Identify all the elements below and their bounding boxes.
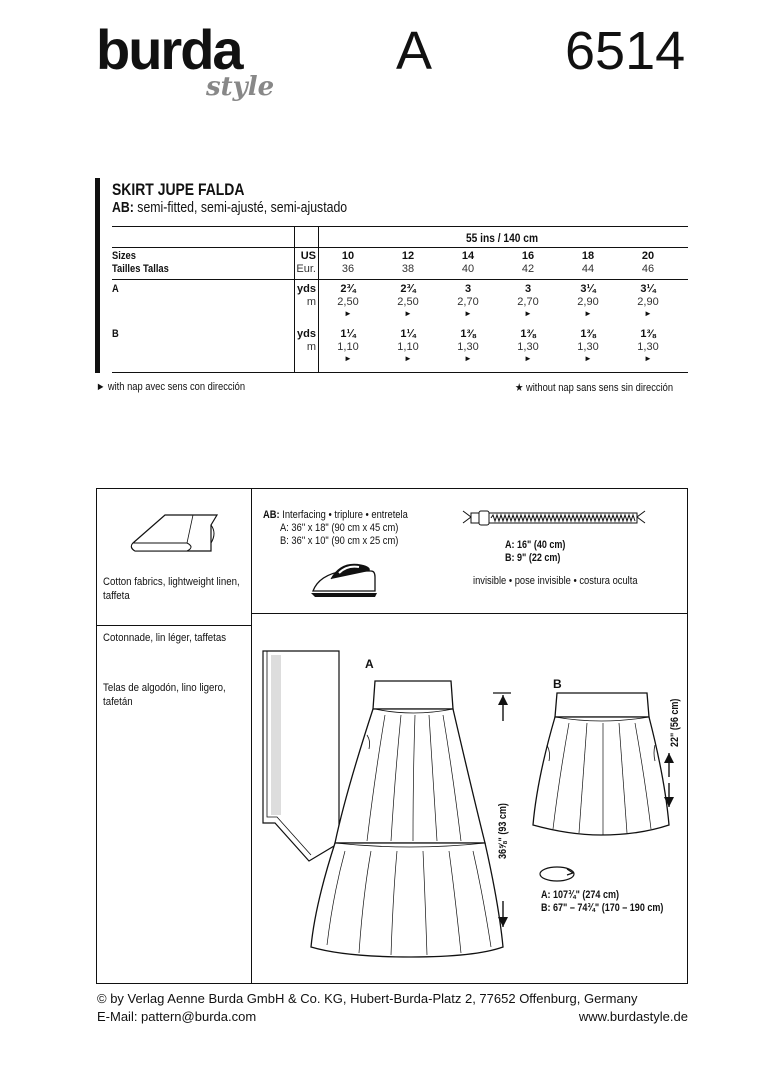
nap-marker: ► <box>344 309 352 318</box>
yardage-yds-cell: 1⅜ <box>520 328 536 340</box>
view-A-label: A <box>112 283 119 295</box>
fabric-notions-box <box>96 488 688 984</box>
yardage-yds-cell: 1⅜ <box>460 328 476 340</box>
logo-burda-text: burda <box>96 18 242 81</box>
yds-label: yds <box>297 328 316 340</box>
m-label: m <box>306 341 316 353</box>
eur-size-42: 42 <box>521 263 535 275</box>
with-nap-legend: ► with nap avec sens con dirección <box>96 381 246 393</box>
us-size-16: 16 <box>521 250 535 262</box>
view-letter: A <box>396 21 433 81</box>
yardage-yds-cell: 2¾ <box>400 283 416 295</box>
fabric-roll-icon <box>125 503 225 553</box>
us-size-20: 20 <box>641 250 655 262</box>
fabric-en-line2: taffeta <box>103 590 130 602</box>
nap-marker: ► <box>644 309 652 318</box>
yardage-m-cell: 1,10 <box>397 341 419 353</box>
yardage-yds-cell: 1¼ <box>340 328 356 340</box>
yardage-m-cell: 2,50 <box>397 296 419 308</box>
nap-marker: ► <box>464 354 472 363</box>
fit-text: semi-fitted, semi-ajusté, semi-ajustado <box>133 199 348 216</box>
sizes-label: Sizes <box>112 250 136 262</box>
nap-marker: ► <box>524 354 532 363</box>
nap-marker: ► <box>404 354 412 363</box>
tailles-label: Tailles Tallas <box>112 263 169 275</box>
fabric-es <box>103 681 226 709</box>
yardage-yds-cell: 1⅜ <box>580 328 596 340</box>
hem-a: A: 107¾" (274 cm) <box>541 889 619 901</box>
nap-marker: ► <box>584 309 592 318</box>
fit-description <box>112 199 347 216</box>
nap-marker: ► <box>404 309 412 318</box>
garment-title: SKIRT JUPE FALDA <box>112 180 245 199</box>
logo-style-text: style <box>206 72 275 102</box>
view-a-label: A <box>365 657 374 671</box>
zipper-type: invisible • pose invisible • costura oculta <box>473 575 638 587</box>
copyright-line: © by Verlag Aenne Burda GmbH & Co. KG, Hubert-Burda-Platz 2, 77652 Offenburg, Germany <box>97 991 638 1006</box>
yardage-m-cell: 1,30 <box>637 341 659 353</box>
hem-b: B: 67" – 74¾" (170 – 190 cm) <box>541 902 664 914</box>
yardage-m-cell: 2,90 <box>637 296 659 308</box>
contact-email[interactable]: E-Mail: pattern@burda.com <box>97 1009 257 1024</box>
nap-marker: ► <box>464 309 472 318</box>
yardage-yds-cell: 1¼ <box>400 328 416 340</box>
yardage-yds-cell: 2¾ <box>340 283 356 295</box>
yardage-yds-cell: 1⅜ <box>640 328 656 340</box>
iron-icon <box>309 557 381 599</box>
yardage-m-cell: 1,30 <box>577 341 599 353</box>
us-size-18: 18 <box>581 250 595 262</box>
fabric-en <box>103 575 240 603</box>
pattern-number: 6514 <box>565 21 686 81</box>
nap-marker: ► <box>524 309 532 318</box>
fabric-es-line2: tafetán <box>103 696 133 708</box>
website-link[interactable]: www.burdastyle.de <box>578 1009 688 1024</box>
view-b-label: B <box>553 677 562 691</box>
fit-label: AB: <box>112 199 134 216</box>
zipper-b: B: 9" (22 cm) <box>505 552 561 564</box>
yardage-m-cell: 1,30 <box>517 341 539 353</box>
hem-width-icon <box>537 863 577 885</box>
view-B-label: B <box>112 328 119 340</box>
nap-marker: ► <box>584 354 592 363</box>
hem-widths <box>541 889 663 915</box>
m-label: m <box>306 296 316 308</box>
zipper-icon <box>461 507 647 533</box>
yardage-m-cell: 2,70 <box>517 296 539 308</box>
skirt-b-length: 22" (56 cm) <box>669 698 681 747</box>
yardage-yds-cell: 3 <box>464 283 472 295</box>
zipper-lengths <box>505 539 565 565</box>
skirt-a-length: 36⅝" (93 cm) <box>497 803 509 859</box>
skirt-a-illustration <box>305 675 515 961</box>
fabric-es-line1: Telas de algodón, lino ligero, <box>103 682 226 694</box>
yardage-m-cell: 1,10 <box>337 341 359 353</box>
eur-size-36: 36 <box>341 263 355 275</box>
yardage-m-cell: 2,90 <box>577 296 599 308</box>
skirt-b-illustration <box>529 689 675 839</box>
interfacing-a: A: 36" x 18" (90 cm x 45 cm) <box>280 522 399 534</box>
us-size-14: 14 <box>461 250 475 262</box>
eur-size-40: 40 <box>461 263 475 275</box>
eur-size-44: 44 <box>581 263 595 275</box>
eur-label: Eur. <box>296 263 316 275</box>
fabric-en-line1: Cotton fabrics, lightweight linen, <box>103 576 240 588</box>
interfacing-info <box>263 509 408 548</box>
zipper-a: A: 16" (40 cm) <box>505 539 566 551</box>
interfacing-label: AB: <box>263 509 280 521</box>
yardage-yds-cell: 3¼ <box>640 283 656 295</box>
title-accent-bar <box>95 178 100 373</box>
interfacing-text: Interfacing • triplure • entretela <box>279 509 408 521</box>
nap-marker: ► <box>644 354 652 363</box>
us-size-10: 10 <box>341 250 355 262</box>
skirt-b-length-arrow <box>659 751 679 811</box>
yardage-yds-cell: 3 <box>524 283 532 295</box>
yds-label: yds <box>297 283 316 295</box>
yardage-yds-cell: 3¼ <box>580 283 596 295</box>
us-label: US <box>300 250 316 262</box>
yardage-m-cell: 2,50 <box>337 296 359 308</box>
without-nap-legend: ★ without nap sans sens sin dirección <box>515 382 674 394</box>
us-size-12: 12 <box>401 250 415 262</box>
burda-style-logo <box>96 18 276 102</box>
fabric-width: 55 ins / 140 cm <box>466 231 539 245</box>
eur-size-46: 46 <box>641 263 655 275</box>
interfacing-b: B: 36" x 10" (90 cm x 25 cm) <box>280 535 399 547</box>
yardage-m-cell: 2,70 <box>457 296 479 308</box>
eur-size-38: 38 <box>401 263 415 275</box>
fabric-fr: Cotonnade, lin léger, taffetas <box>103 632 227 644</box>
nap-marker: ► <box>344 354 352 363</box>
yardage-m-cell: 1,30 <box>457 341 479 353</box>
